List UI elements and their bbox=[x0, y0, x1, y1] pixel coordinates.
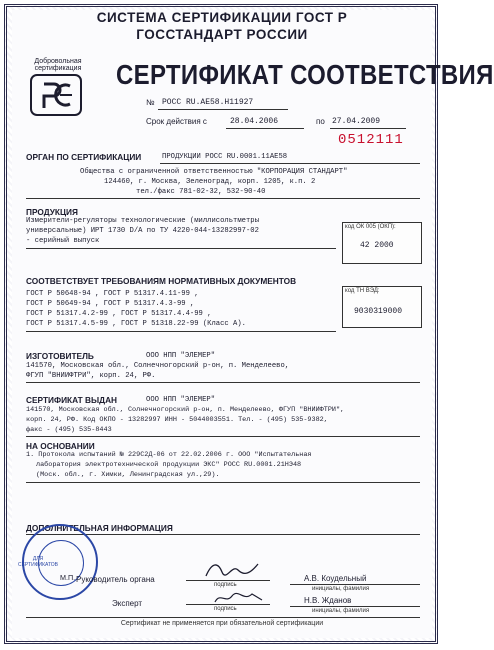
organ-line-1: Общества с ограниченной ответственностью "КОРПОРАЦИЯ СТАНДАРТ" bbox=[80, 168, 348, 176]
conformity-line-4: ГОСТ Р 51317.4.5-99 , ГОСТ Р 51318.22-99 (Класс А). bbox=[26, 320, 246, 328]
tnved-value: 9030319000 bbox=[354, 307, 403, 316]
footer-note: Сертификат не применяется при обязательной сертификации bbox=[120, 620, 324, 627]
certificate-title: СЕРТИФИКАТ СООТВЕТСТВИЯ bbox=[116, 60, 494, 92]
issued-label: СЕРТИФИКАТ ВЫДАН bbox=[26, 395, 118, 405]
validity-label: Срок действия с bbox=[146, 117, 207, 126]
conformity-line-2: ГОСТ Р 50649-94 , ГОСТ Р 51317.4.3-99 , bbox=[26, 300, 195, 308]
product-line-1: Измерители-регуляторы технологические (миллисольтметры bbox=[26, 217, 259, 225]
expert-label: Эксперт bbox=[112, 599, 143, 608]
head-name-caption: инициалы, фамилия bbox=[312, 586, 370, 592]
header-line-1: СИСТЕМА СЕРТИФИКАЦИИ ГОСТ Р bbox=[96, 10, 348, 25]
number-prefix: № bbox=[146, 98, 155, 107]
expert-name-caption: инициалы, фамилия bbox=[312, 608, 370, 614]
manufacturer-name: ООО НПП "ЭЛЕМЕР" bbox=[146, 352, 216, 360]
serial-number: 0512111 bbox=[338, 132, 404, 148]
manufacturer-label: ИЗГОТОВИТЕЛЬ bbox=[26, 351, 94, 361]
organ-line-2: 124460, г. Москва, Зеленоград, корп. 1205, к.п. 2 bbox=[104, 178, 316, 186]
basis-line-2: лаборатория электротехнической продукции ЭКС" РОСС RU.0001.21НЭ48 bbox=[36, 461, 302, 469]
conformity-line-1: ГОСТ Р 50648-94 , ГОСТ Р 51317.4.11-99 , bbox=[26, 290, 199, 298]
logo-caption: Добровольная сертификация bbox=[34, 58, 82, 72]
manufacturer-line-2: ФГУП "ВНИИФТРИ", корп. 24, РФ. bbox=[26, 372, 156, 380]
product-label: ПРОДУКЦИЯ bbox=[26, 207, 78, 217]
basis-label: НА ОСНОВАНИИ bbox=[26, 441, 95, 451]
okp-value: 42 2000 bbox=[360, 241, 394, 250]
organ-code: ПРОДУКЦИИ РОСС RU.0001.11АЕ58 bbox=[162, 153, 288, 161]
okp-label: код ОК 005 (ОКП): bbox=[345, 224, 396, 230]
head-signature bbox=[202, 558, 262, 580]
basis-line-1: 1. Протокола испытаний № 229С2Д-06 от 22.02.2006 г. ООО "Испытательная bbox=[26, 451, 312, 459]
issued-line-3: факс - (495) 535-8443 bbox=[26, 426, 112, 434]
product-line-2: универсальные) ИРТ 1730 D/A по ТУ 4220-044-13282997-02 bbox=[26, 227, 259, 235]
certificate-number: РОСС RU.АЕ58.Н11927 bbox=[162, 98, 254, 107]
expert-sign-caption: подпись bbox=[214, 606, 237, 612]
stamp-text: ДЛЯ СЕРТИФИКАТОВ bbox=[17, 556, 58, 568]
validity-to: 27.04.2009 bbox=[332, 117, 381, 126]
issued-line-1: 141570, Московская обл., Солнечногорский р-он, п. Менделеево, ФГУП "ВНИИФТРИ", bbox=[26, 406, 345, 414]
expert-name: Н.В. Жданов bbox=[304, 596, 352, 605]
validity-to-label: по bbox=[316, 117, 325, 126]
organ-line-3: тел./факс 781-02-32, 532-90-40 bbox=[136, 188, 266, 196]
additional-info-label: ДОПОЛНИТЕЛЬНАЯ ИНФОРМАЦИЯ bbox=[26, 523, 173, 533]
product-line-3: - серийный выпуск bbox=[26, 237, 100, 245]
conformity-label: СООТВЕТСТВУЕТ ТРЕБОВАНИЯМ НОРМАТИВНЫХ ДОКУМЕНТОВ bbox=[26, 276, 297, 286]
conformity-line-3: ГОСТ Р 51317.4.2-99 , ГОСТ Р 51317.4.4-99 , bbox=[26, 310, 212, 318]
manufacturer-line-1: 141570, Московская обл., Солнечногорский р-он, п. Менделеево, bbox=[26, 362, 290, 370]
mp-label: М.П. bbox=[60, 573, 76, 582]
basis-line-3: (Моск. обл., г. Химки, Ленинградская ул.,29). bbox=[36, 471, 220, 479]
head-name: А.В. Коудельный bbox=[304, 574, 367, 583]
head-label: Руководитель органа bbox=[76, 575, 155, 584]
issued-name: ООО НПП "ЭЛЕМЕР" bbox=[146, 396, 216, 404]
header-line-2: ГОССТАНДАРТ РОССИИ bbox=[136, 27, 308, 42]
issued-line-2: корп. 24, РФ. Код ОКПО - 13282997 ИНН - 5044003551. Тел. - (495) 535-9382, bbox=[26, 416, 328, 424]
validity-from: 28.04.2006 bbox=[230, 117, 279, 126]
tnved-label: код ТН ВЭД: bbox=[345, 288, 380, 294]
organ-label: ОРГАН ПО СЕРТИФИКАЦИИ bbox=[26, 152, 142, 162]
head-sign-caption: подпись bbox=[214, 582, 237, 588]
gost-r-logo bbox=[30, 74, 82, 116]
